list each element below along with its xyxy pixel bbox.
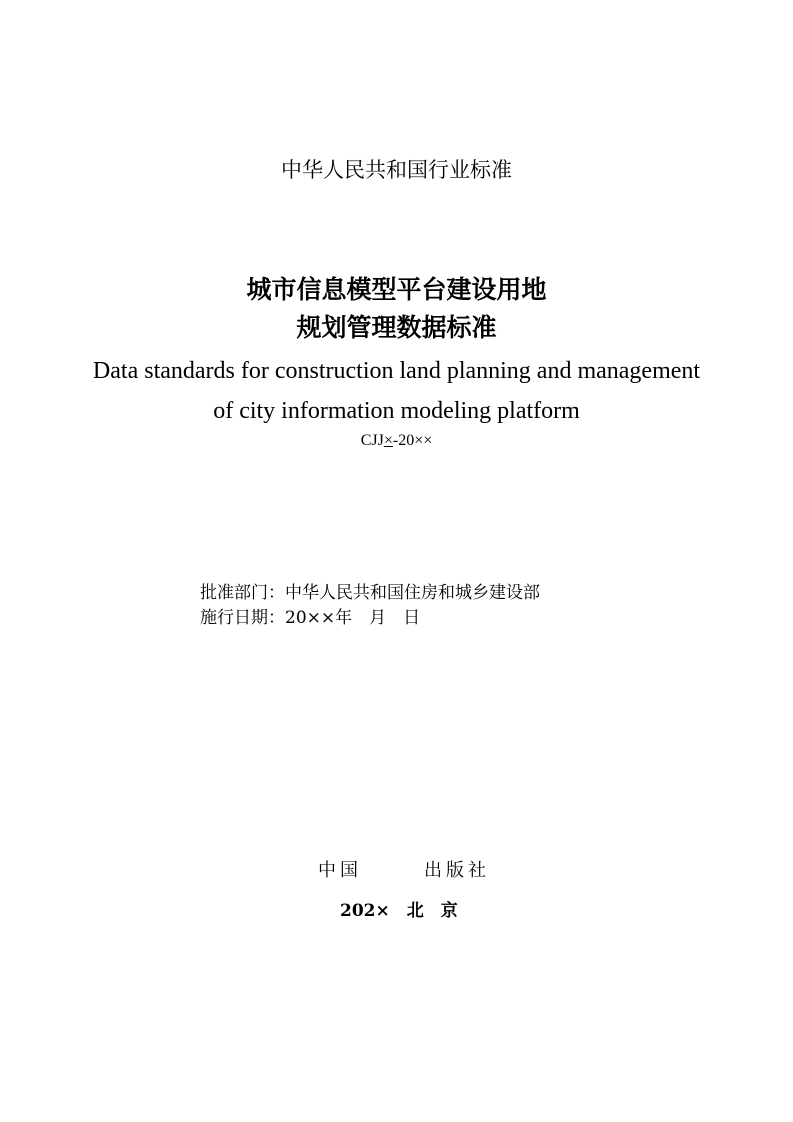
- standard-type-heading: 中华人民共和国行业标准: [281, 158, 512, 182]
- title-cn-line1: 城市信息模型平台建设用地: [246, 275, 547, 304]
- title-cn-line2: 规划管理数据标准: [296, 313, 497, 342]
- effective-date: [200, 610, 420, 627]
- standard-code: [0, 433, 793, 449]
- code-suffix: -20××: [392, 432, 433, 449]
- title-en-line2: of city information modeling platform: [213, 398, 580, 424]
- code-prefix: CJJ: [360, 432, 384, 449]
- approval-value: 中华人民共和国住房和城乡建设部: [285, 583, 540, 603]
- approval-label: 批准部门：: [200, 583, 285, 603]
- publisher-press: 出版社: [424, 860, 490, 881]
- effective-value: 20××年 月 日: [285, 608, 421, 628]
- title-en-line1: Data standards for construction land planning and management: [92, 358, 701, 384]
- publication-year-place: 202× 北 京: [340, 901, 458, 921]
- effective-label: 施行日期：: [200, 608, 285, 628]
- code-number: ×: [383, 432, 393, 449]
- publisher-country: 中国: [318, 860, 362, 881]
- approval-department: [200, 585, 540, 602]
